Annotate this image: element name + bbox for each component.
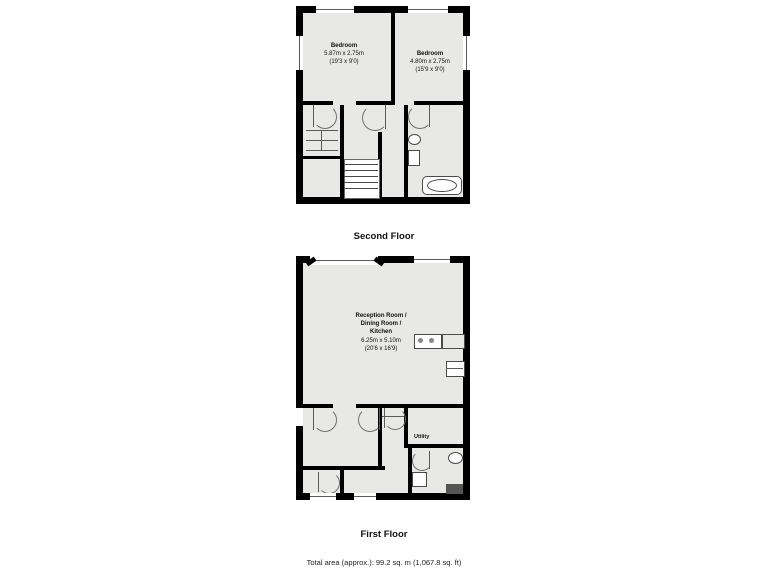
door-arc-utility — [384, 408, 406, 430]
wall-hall-bottom-2 — [345, 466, 385, 470]
door-leaf-hall-mid — [379, 408, 380, 430]
room-name-line1: Reception Room / — [355, 313, 407, 319]
wall-lower-vert — [340, 470, 344, 493]
window-line-top-right — [414, 259, 450, 260]
cupboard-line-1 — [306, 130, 338, 131]
wall-hall-top — [303, 404, 333, 408]
door-arc-entry — [318, 472, 340, 494]
stair-step — [344, 176, 378, 177]
wc-icon — [408, 150, 420, 166]
boiler-box — [446, 484, 463, 494]
wall-corridor-top-left — [303, 101, 333, 105]
cupboard-line-2 — [306, 140, 338, 141]
window-line-bottom-right — [354, 496, 376, 497]
room-dim-imperial: (19'3 x 9'0) — [329, 59, 359, 66]
stair-step — [344, 170, 378, 171]
room-name: Bedroom — [416, 51, 444, 57]
wall-small-room — [303, 156, 340, 159]
door-leaf-hall-left — [313, 408, 314, 430]
cupboard-line-3 — [306, 150, 338, 151]
floor-fill — [303, 263, 463, 493]
stair-step — [344, 182, 378, 183]
room-label-bedroom-1 — [296, 42, 392, 67]
wall-left — [296, 256, 303, 500]
total-area-text: Total area (approx.): 99.2 sq. m (1,067.8 sq. ft) — [306, 558, 462, 567]
door-leaf-utility — [384, 408, 385, 428]
staircase — [344, 159, 380, 199]
window-line-right — [466, 36, 467, 70]
window-line-bottom — [310, 496, 336, 497]
stair-line — [382, 416, 404, 417]
first-floor-title: First Floor — [360, 529, 408, 540]
second-floor-plan — [296, 6, 470, 204]
room-name: Bedroom — [330, 43, 358, 49]
window-line-top-left — [316, 9, 354, 10]
bath-inner-oval — [427, 179, 457, 192]
door-arc-bedroom-left — [313, 105, 337, 129]
wall-right — [463, 256, 470, 500]
room-dim-imperial: (15'9 x 9'0) — [415, 67, 445, 74]
utility-appliance — [412, 472, 427, 487]
second-floor-title: Second Floor — [353, 231, 415, 242]
utility-basin-icon — [448, 452, 463, 464]
basin-icon — [408, 134, 421, 145]
stair-step — [344, 188, 378, 189]
door-leaf-bathroom — [429, 105, 430, 127]
room-name-line3: Kitchen — [369, 329, 392, 336]
cupboard-line-4 — [321, 130, 322, 150]
room-dim-metric: 6.25m x 5.10m — [361, 337, 401, 344]
wall-hall-bottom — [303, 466, 345, 470]
room-dim-metric: 5.87m x 2.75m — [324, 51, 364, 58]
room-dim-metric: 4.80m x 2.75m — [410, 59, 450, 66]
bay-window-line — [310, 260, 378, 261]
room-name-line2: Dining Room / — [360, 321, 402, 328]
first-floor-plan — [296, 256, 470, 500]
door-leaf-wc — [429, 451, 430, 469]
wall-utility-bottom — [408, 444, 463, 448]
door-leaf-bedroom-left — [313, 105, 314, 127]
door-arc-hall-left — [313, 408, 337, 432]
room-dim-imperial: (20'6 x 16'9) — [364, 345, 398, 352]
room-label-utility: Utility — [414, 434, 430, 440]
room-label-reception — [306, 312, 456, 353]
wall-utility-top — [404, 404, 463, 408]
door-opening-left — [296, 408, 303, 426]
wall-bottom — [296, 197, 470, 204]
kitchen-sink-divider — [446, 368, 463, 369]
door-leaf-bedroom-right — [385, 105, 386, 129]
kitchen-sink-icon — [446, 361, 465, 377]
stair-step — [344, 164, 378, 165]
room-label-bedroom-2 — [395, 50, 465, 75]
window-line-top-right — [408, 9, 448, 10]
door-leaf-entry — [318, 472, 319, 492]
